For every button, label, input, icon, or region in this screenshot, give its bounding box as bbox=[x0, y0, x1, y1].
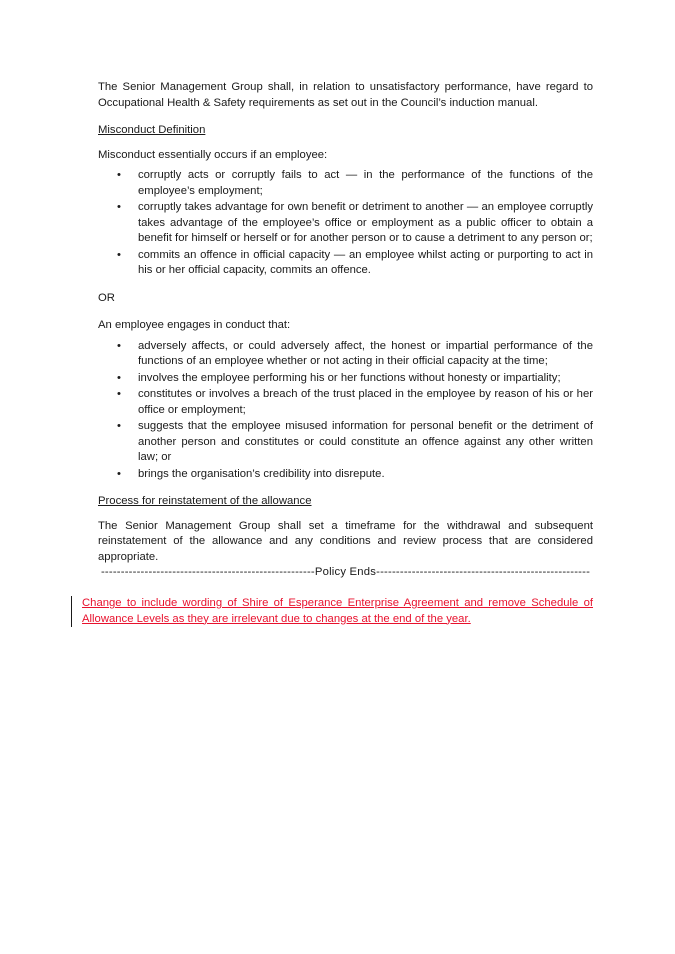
list-item: • corruptly acts or corruptly fails to act — in the performance of the functions of the employee’s employment; bbox=[117, 169, 593, 197]
list-item: • brings the organisation’s credibility into disrepute. bbox=[98, 467, 593, 483]
bullet-icon: • bbox=[117, 388, 121, 400]
reinstatement-heading: Process for reinstatement of the allowance bbox=[98, 495, 312, 507]
list-item: • adversely affects, or could adversely affect, the honest or impartial performance of the functions of an employee whether or not acting in their official capacity at the time; bbox=[117, 339, 593, 367]
list-item: • suggests that the employee misused information for personal benefit or the detriment of another person and constitutes or could constitute an offence against any other written law; or bbox=[117, 420, 593, 463]
bullet-icon: • bbox=[117, 467, 121, 480]
misconduct-lead: Misconduct essentially occurs if an employee: bbox=[98, 148, 328, 161]
tracked-change-note: Change to include wording of Shire of Esperance Enterprise Agreement and remove Schedule of Allowance Levels as they are irrelevant due to changes at the end of the year. bbox=[82, 597, 593, 625]
conduct-lead: An employee engages in conduct that: bbox=[98, 319, 291, 331]
bullet-icon: • bbox=[117, 371, 121, 384]
bullet-icon: • bbox=[117, 248, 121, 261]
or-label: OR bbox=[98, 291, 115, 304]
misconduct-heading: Misconduct Definition bbox=[98, 124, 206, 136]
intro-paragraph: The Senior Management Group shall, in relation to unsatisfactory performance, have regard to Occupational Health & Safety requirements as set out in the Council’s induction manual. bbox=[98, 81, 593, 109]
misconduct-list bbox=[98, 168, 593, 279]
conduct-list bbox=[98, 339, 593, 483]
list-item: • commits an offence in official capacity — an employee whilst acting or purporting to act in his or her official capacity, commits an offence. bbox=[117, 248, 593, 276]
bullet-icon: • bbox=[117, 201, 121, 213]
reinstatement-body: The Senior Management Group shall set a timeframe for the withdrawal and subsequent reinstatement of the allowance and any conditions and review process that are considered appropriate. bbox=[98, 519, 593, 563]
document-body bbox=[98, 80, 593, 565]
list-item: • corruptly takes advantage for own benefit or detriment to another — an employee corruptly takes advantage of the employee’s office or employment as a public officer to obtain a benefit for himself or herself or for another person or to cause a detriment to any person or; bbox=[117, 201, 593, 244]
list-item: • involves the employee performing his or her functions without honesty or impartiality; bbox=[98, 371, 593, 387]
bullet-icon: • bbox=[117, 420, 121, 432]
bullet-icon: • bbox=[117, 339, 121, 352]
list-item: • constitutes or involves a breach of the trust placed in the employee by reason of his or her office or employment; bbox=[117, 388, 593, 416]
policy-ends-divider: ------------------------------------------------------Policy Ends------------------------------------------------------ bbox=[100, 566, 591, 578]
change-bar-marker bbox=[71, 596, 72, 627]
bullet-icon: • bbox=[117, 169, 121, 181]
